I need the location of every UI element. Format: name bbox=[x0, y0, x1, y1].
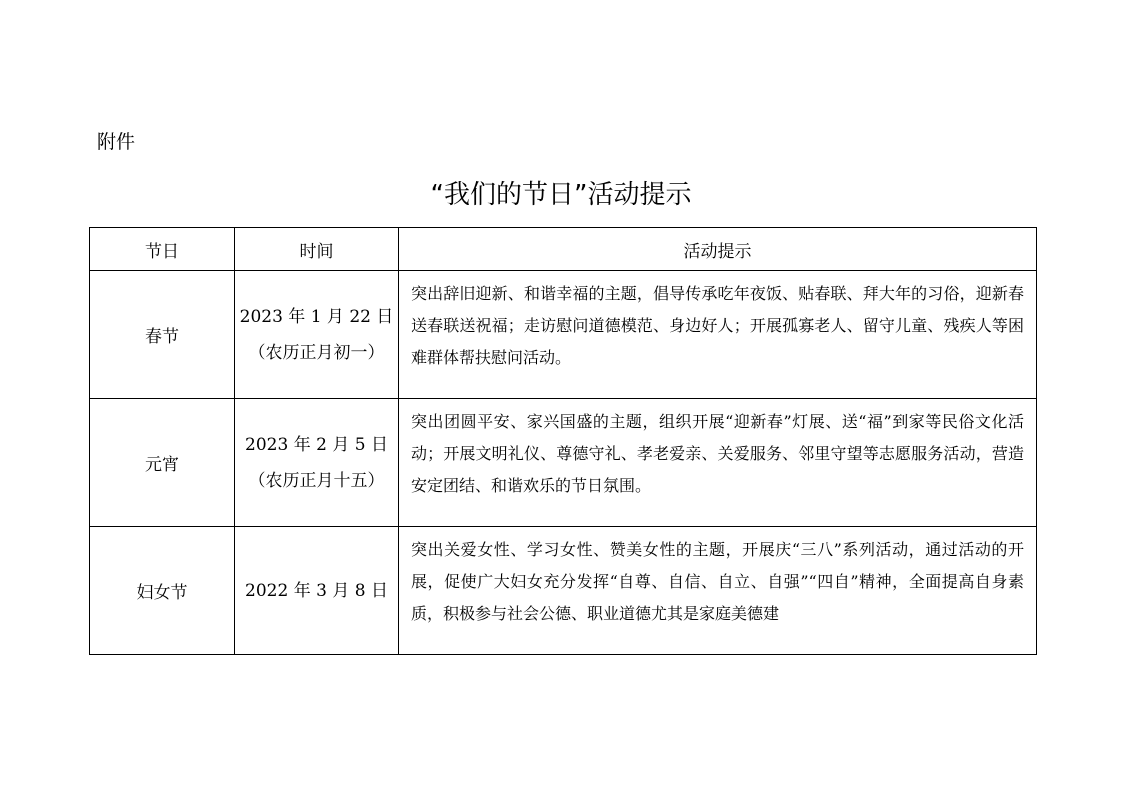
lunar-date-line: （农历正月十五） bbox=[248, 470, 385, 491]
activity-cell: 突出关爱女性、学习女性、赞美女性的主题，开展庆“三八”系列活动，通过活动的开展，促使广大妇女充分发挥“自尊、自信、自立、自强”“四自”精神，全面提高自身素质，积极参与社会公德、职业道德尤其是家庭美德建 bbox=[399, 527, 1037, 655]
time-cell bbox=[235, 399, 399, 527]
document-title: “我们的节日”活动提示 bbox=[430, 180, 692, 210]
activity-cell: 突出团圆平安、家兴国盛的主题，组织开展“迎新春”灯展、送“福”到家等民俗文化活动；开展文明礼仪、尊德守礼、孝老爱亲、关爱服务、邻里守望等志愿服务活动，营造安定团结、和谐欢乐的节日氛围。 bbox=[399, 399, 1037, 527]
date-line: 2023 年 1 月 22 日 bbox=[239, 306, 394, 327]
activity-table bbox=[89, 227, 1037, 655]
festival-cell: 妇女节 bbox=[90, 527, 235, 655]
date-line: 2022 年 3 月 8 日 bbox=[245, 580, 388, 601]
time-cell bbox=[235, 527, 399, 655]
time-cell bbox=[235, 271, 399, 399]
header-activity: 活动提示 bbox=[399, 228, 1037, 271]
table-header-row bbox=[90, 228, 1037, 271]
date-line: 2023 年 2 月 5 日 bbox=[245, 434, 388, 455]
table-row bbox=[90, 399, 1037, 527]
festival-cell: 春节 bbox=[90, 271, 235, 399]
lunar-date-line: （农历正月初一） bbox=[248, 342, 385, 363]
activity-cell: 突出辞旧迎新、和谐幸福的主题，倡导传承吃年夜饭、贴春联、拜大年的习俗，迎新春送春联送祝福；走访慰问道德模范、身边好人；开展孤寡老人、留守儿童、残疾人等困难群体帮扶慰问活动。 bbox=[399, 271, 1037, 399]
table-row bbox=[90, 271, 1037, 399]
table-row bbox=[90, 527, 1037, 655]
header-festival: 节日 bbox=[90, 228, 235, 271]
attachment-label: 附件 bbox=[97, 131, 136, 153]
festival-cell: 元宵 bbox=[90, 399, 235, 527]
header-time: 时间 bbox=[235, 228, 399, 271]
